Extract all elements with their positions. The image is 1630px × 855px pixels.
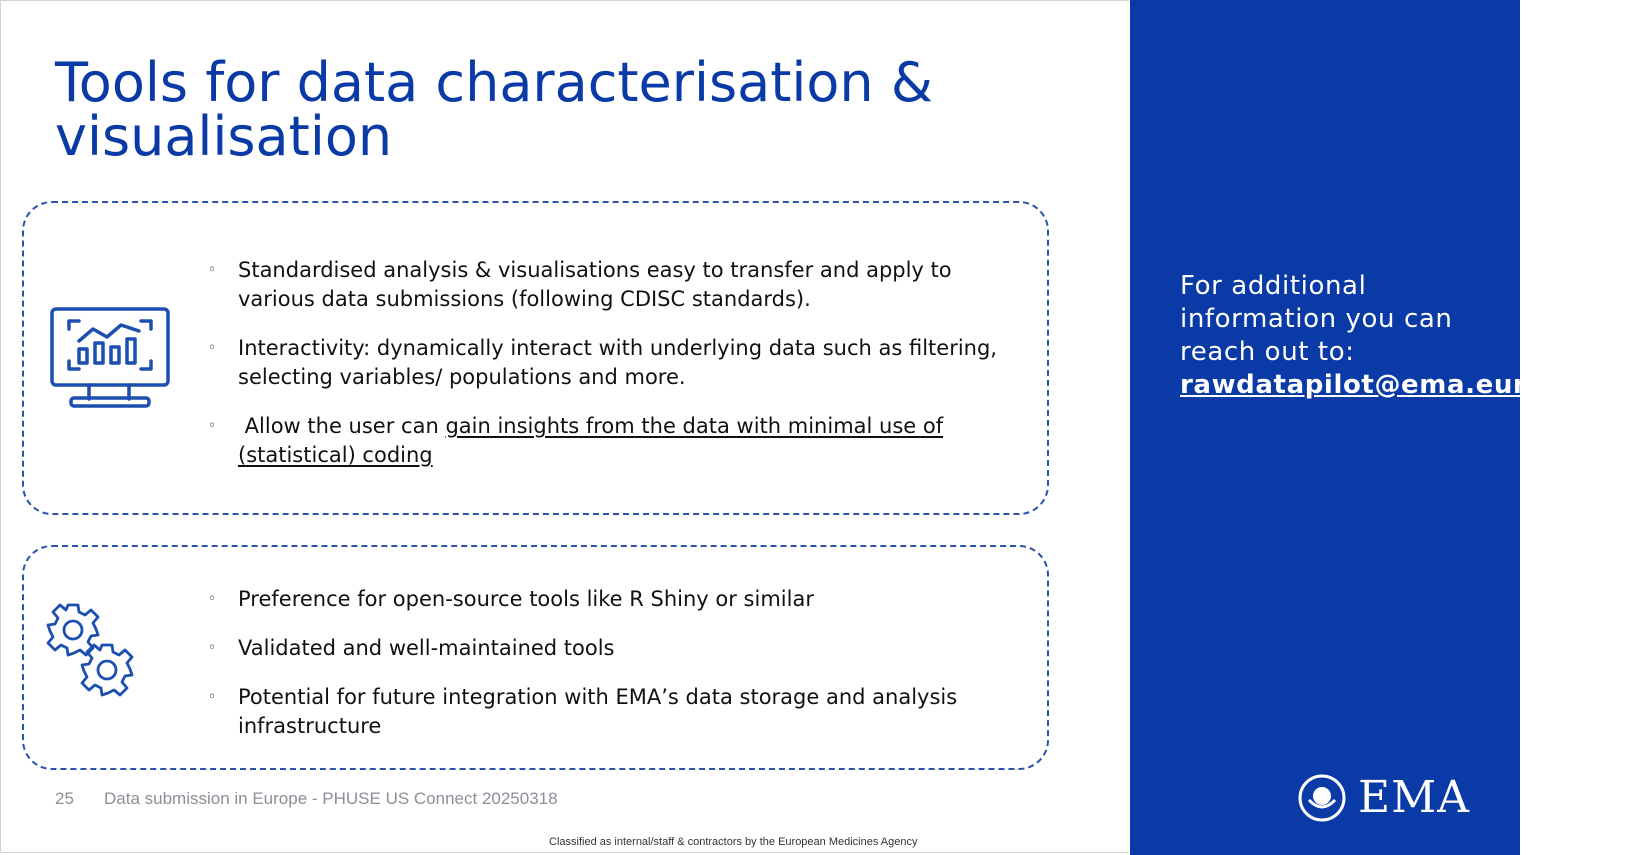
bullet-text: Interactivity: dynamically interact with underlying data such as filtering, selecting variables/ populations and more.: [238, 336, 997, 389]
ema-logo-text: EMA: [1358, 772, 1470, 823]
page-number: 25: [55, 789, 74, 808]
bullet-text-prefix: Allow the user can: [238, 414, 446, 438]
list-item: [208, 412, 1008, 470]
monitor-chart-icon: [49, 303, 173, 415]
list-item: [208, 634, 1008, 663]
list-item: [208, 256, 1008, 314]
footer-text: Data submission in Europe - PHUSE US Connect 20250318: [104, 789, 558, 808]
bullet-text: Preference for open-source tools like R Shiny or similar: [238, 587, 814, 611]
bullet-glyph: ◦: [208, 689, 217, 705]
contact-text: For additional information you can reach out to:: [1180, 271, 1453, 367]
bullet-text-underlined: gain insights from the data with minimal use of (statistical) coding: [238, 414, 944, 467]
title-line-1: Tools for data characterisation &: [55, 51, 933, 114]
bullet-text: Standardised analysis & visualisations easy to transfer and apply to various data submissions (following CDISC standards).: [238, 258, 952, 311]
features-list: [208, 256, 1008, 490]
ema-logo: [1298, 772, 1470, 823]
bullet-text: Validated and well-maintained tools: [238, 636, 615, 660]
bullet-text: Potential for future integration with EMA’s data storage and analysis infrastructure: [238, 685, 958, 738]
list-item: [208, 683, 1008, 741]
gears-icon: [44, 601, 138, 705]
list-item: [208, 585, 1008, 614]
list-item: [208, 334, 1008, 392]
bullet-glyph: ◦: [208, 418, 217, 434]
ema-emblem-icon: [1298, 774, 1346, 822]
bullet-glyph: ◦: [208, 640, 217, 656]
bullet-glyph: ◦: [208, 340, 217, 356]
contact-info: [1180, 270, 1630, 402]
title-line-2: visualisation: [55, 105, 393, 168]
slide-title: [55, 51, 1055, 168]
bullet-glyph: ◦: [208, 262, 217, 278]
email-link[interactable]: rawdatapilot@ema.europa.eu: [1180, 370, 1630, 400]
requirements-list: [208, 585, 1008, 761]
bullet-glyph: ◦: [208, 591, 217, 607]
classification-label: Classified as internal/staff & contractors by the European Medicines Agency: [549, 836, 918, 848]
side-panel: [1130, 0, 1630, 855]
